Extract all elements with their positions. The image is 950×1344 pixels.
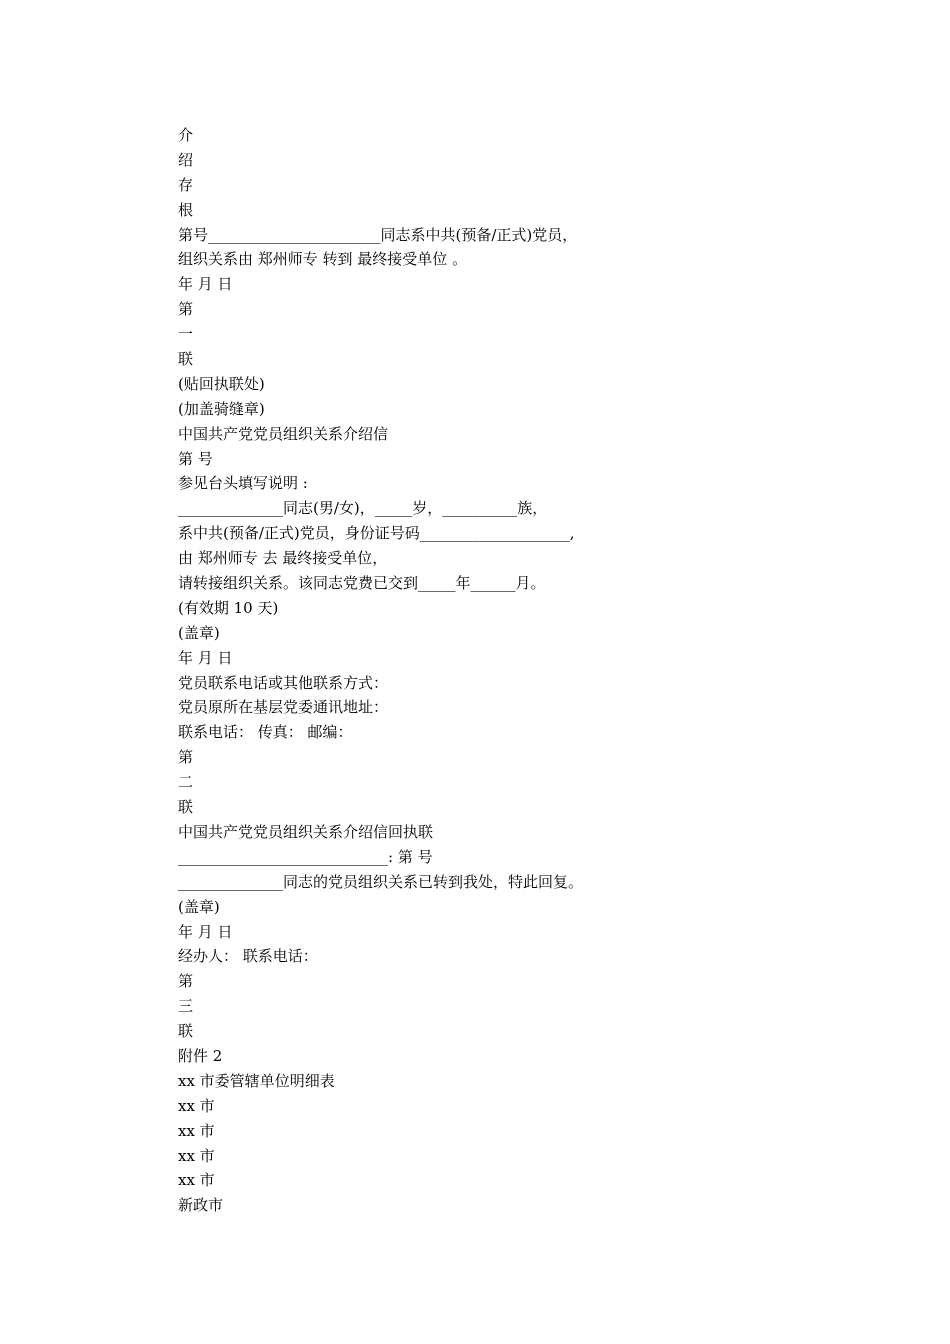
part-one-char-lian: 联 bbox=[178, 350, 194, 369]
receipt-number-line: ____________________________: 第 号 bbox=[178, 847, 433, 866]
vertical-char-cun: 存 bbox=[178, 175, 194, 194]
list-item: xx 市 bbox=[178, 1146, 215, 1165]
attachment-table-title: xx 市委管辖单位明细表 bbox=[178, 1071, 335, 1090]
letter-title: 中国共产党党员组织关系介绍信 bbox=[178, 424, 389, 443]
dues-line: 请转接组织关系。该同志党费已交到_____年______月。 bbox=[178, 574, 546, 593]
seal-line-1: (盖章) bbox=[178, 623, 220, 642]
paste-receipt-note: (贴回执联处) bbox=[178, 374, 265, 393]
list-item: xx 市 bbox=[178, 1171, 215, 1190]
validity-line: (有效期 10 天) bbox=[178, 598, 279, 617]
handler-phone-line: 经办人： 联系电话： bbox=[178, 947, 318, 966]
phone-fax-zip-line: 联系电话： 传真： 邮编： bbox=[178, 723, 353, 742]
list-item: 新政市 bbox=[178, 1196, 224, 1215]
list-item: xx 市 bbox=[178, 1121, 215, 1140]
member-id-line: 系中共(预备/正式)党员，身份证号码____________________, bbox=[178, 524, 575, 543]
seal-line-2: (盖章) bbox=[178, 897, 220, 916]
vertical-char-gen: 根 bbox=[178, 200, 194, 219]
part-three-char-san: 三 bbox=[178, 997, 194, 1016]
instructions-line: 参见台头填写说明 : bbox=[178, 474, 308, 493]
committee-address-line: 党员原所在基层党委通讯地址： bbox=[178, 698, 389, 717]
vertical-char-shao: 绍 bbox=[178, 150, 194, 169]
seal-note: (加盖骑缝章) bbox=[178, 399, 265, 418]
part-one-char-yi: 一 bbox=[178, 325, 194, 344]
date-line-2: 年 月 日 bbox=[178, 922, 233, 941]
list-item: xx 市 bbox=[178, 1096, 215, 1115]
part-two-char-er: 二 bbox=[178, 773, 194, 792]
letter-number-line: 第 号 bbox=[178, 449, 213, 468]
vertical-char-jie: 介 bbox=[178, 126, 194, 144]
member-info-line: ______________同志(男/女)，_____岁，__________族， bbox=[178, 499, 548, 518]
part-three-char-di: 第 bbox=[178, 972, 194, 991]
part-three-char-lian: 联 bbox=[178, 1022, 194, 1041]
destination-line: 由 郑州师专 去 最终接受单位， bbox=[178, 549, 388, 568]
date-line-1: 年 月 日 bbox=[178, 648, 233, 667]
document-body bbox=[178, 123, 858, 1218]
stub-number-line: 第号_______________________同志系中共(预备/正式)党员， bbox=[178, 225, 578, 244]
part-two-char-lian: 联 bbox=[178, 798, 194, 817]
stub-date-line: 年 月 日 bbox=[178, 275, 233, 294]
part-one-char-di: 第 bbox=[178, 300, 194, 319]
receipt-title: 中国共产党党员组织关系介绍信回执联 bbox=[178, 822, 434, 841]
attachment-label: 附件 2 bbox=[178, 1046, 223, 1065]
receipt-confirm-line: ______________同志的党员组织关系已转到我处，特此回复。 bbox=[178, 872, 584, 891]
stub-transfer-line: 组织关系由 郑州师专 转到 最终接受单位 。 bbox=[178, 250, 468, 269]
part-two-char-di: 第 bbox=[178, 748, 194, 767]
member-contact-line: 党员联系电话或其他联系方式： bbox=[178, 673, 389, 692]
